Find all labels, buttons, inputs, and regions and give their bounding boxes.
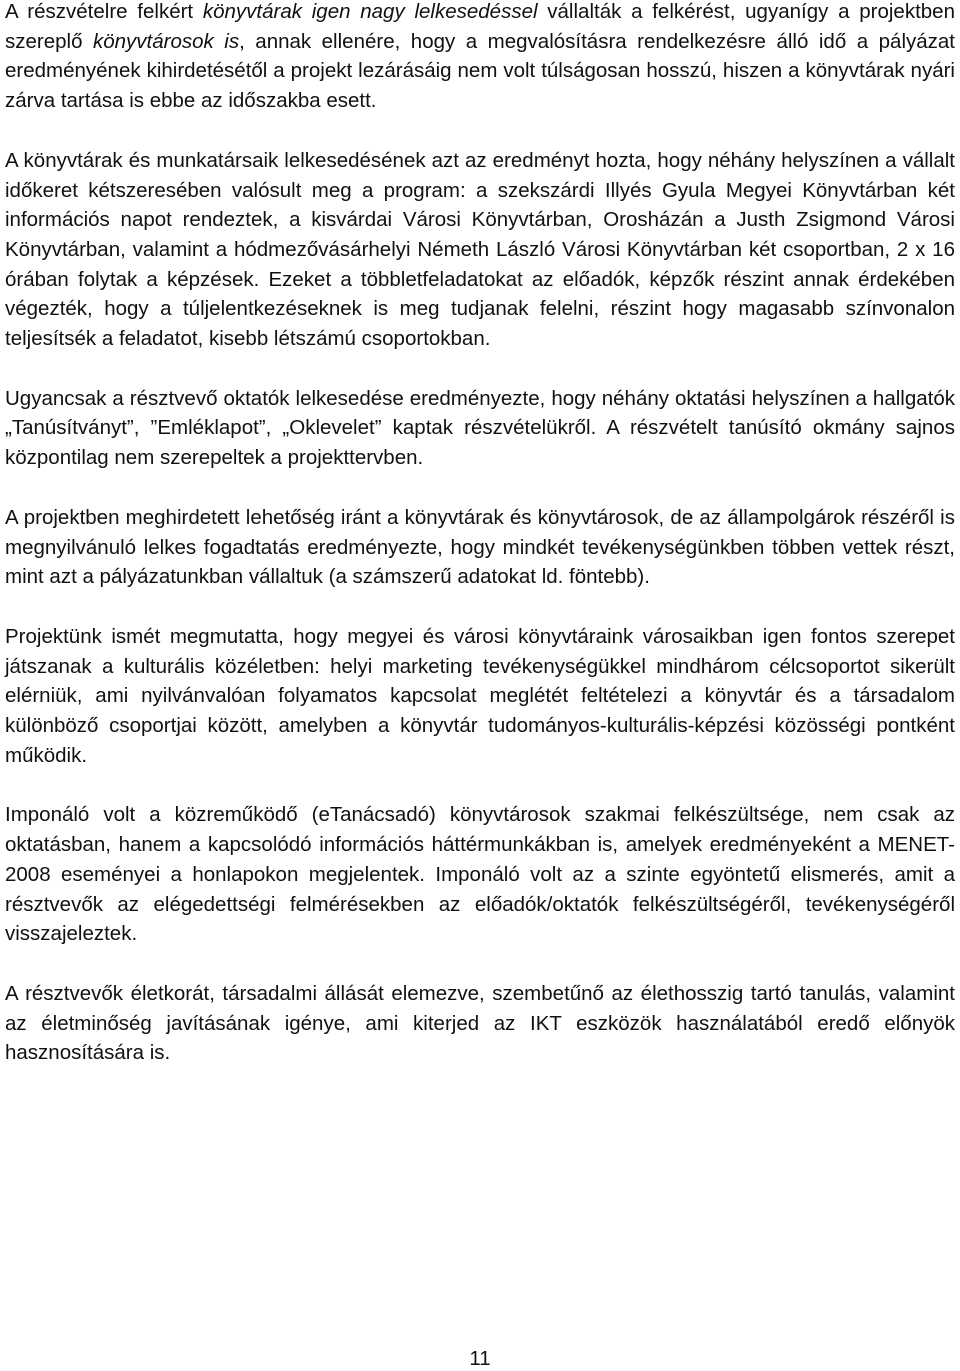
paragraph-4-text: A projektben meghirdetett lehetőség iránt a könyvtárak és könyvtárosok, de az állampolgárok részéről is megnyilvánuló lelkes fogadtatás eredményezte, hogy mindkét tevékenységünkben többen vettek részt, mint azt a pályázatunkban vállaltuk (a számszerű adatokat ld. föntebb). bbox=[5, 505, 955, 589]
paragraph-5-text: Projektünk ismét megmutatta, hogy megyei és városi könyvtáraink városaikban igen fontos szerepet játszanak a kulturális közéletben: helyi marketing tevékenységükkel mindhárom célcsoportot sikerült elérniük, ami nyilvánvalóan folyamatos kapcsolat meglétét feltételezi a könyvtár és a társadalom különböző csoportjai között, amelyben a könyvtár tudományos-kulturális-képzési közösségi pontként működik. bbox=[5, 624, 955, 767]
paragraph-5 bbox=[5, 622, 955, 771]
paragraph-3 bbox=[5, 384, 955, 473]
paragraph-7 bbox=[5, 979, 955, 1068]
paragraph-6 bbox=[5, 800, 955, 949]
paragraph-4 bbox=[5, 503, 955, 592]
paragraph-1-italic-librarians: könyvtárosok is bbox=[93, 29, 240, 53]
paragraph-2-text: A könyvtárak és munkatársaik lelkesedésének azt az eredményt hozta, hogy néhány helyszínen a vállalt időkeret kétszeresében valósult meg a program: a szekszárdi Illyés Gyula Megyei Könyvtárban két információs napot rendeztek, a kisvárdai Városi Könyvtárban, Orosházán a Justh Zsigmond Városi Könyvtárban, valamint a hódmezővásárhelyi Németh László Városi Könyvtárban két csoportban, 2 x 16 órában folytak a képzések. Ezeket a többletfeladatokat az előadók, képzők részint annak érdekében végezték, hogy a túljelentkezéseknek is meg tudjanak felelni, részint hogy magasabb színvonalon teljesítsék a feladatot, kisebb létszámú csoportokban. bbox=[5, 148, 955, 351]
paragraph-7-text: A résztvevők életkorát, társadalmi állását elemezve, szembetűnő az élethosszig tartó tanulás, valamint az életminőség javításának igénye, ami kiterjed az IKT eszközök használatából eredő előnyök hasznosítására is. bbox=[5, 981, 955, 1065]
paragraph-2 bbox=[5, 146, 955, 354]
paragraph-6-text: Imponáló volt a közreműködő (eTanácsadó) könyvtárosok szakmai felkészültsége, nem csak az oktatásban, hanem a kapcsolódó információs háttérmunkákban is, amelyek eredményeként a MENET-2008 eseményei a honlapokon megjelentek. Imponáló volt az a szinte egyöntetű elismerés, amit a résztvevők az elégedettségi felmérésekben az előadók/oktatók felkészültségéről, tevékenységéről visszajeleztek. bbox=[5, 803, 955, 946]
page-number: 11 bbox=[469, 1347, 491, 1370]
document-body bbox=[5, 0, 955, 1098]
paragraph-1-text: A részvételre felkért bbox=[5, 0, 203, 23]
paragraph-1-text-end: , annak ellenére, hogy a megvalósításra rendelkezésre álló idő a pályázat eredményének kihirdetésétől a projekt lezárásáig nem volt túlságosan hosszú, hiszen a könyvtárak nyári zárva tartása is ebbe az időszakba esett. bbox=[5, 29, 955, 113]
paragraph-1 bbox=[5, 0, 955, 116]
paragraph-1-text-cont: vállalták a felkérést, ugyanígy a projektben szereplő bbox=[5, 0, 955, 53]
paragraph-1-italic-libraries: könyvtárak igen nagy lelkesedéssel bbox=[202, 0, 538, 23]
paragraph-3-text: Ugyancsak a résztvevő oktatók lelkesedése eredményezte, hogy néhány oktatási helyszínen a hallgatók „Tanúsítványt”, ”Emléklapot”, „Oklevelet” kaptak részvételükről. A részvételt tanúsító okmány sajnos központilag nem szerepeltek a projekttervben. bbox=[5, 386, 955, 470]
